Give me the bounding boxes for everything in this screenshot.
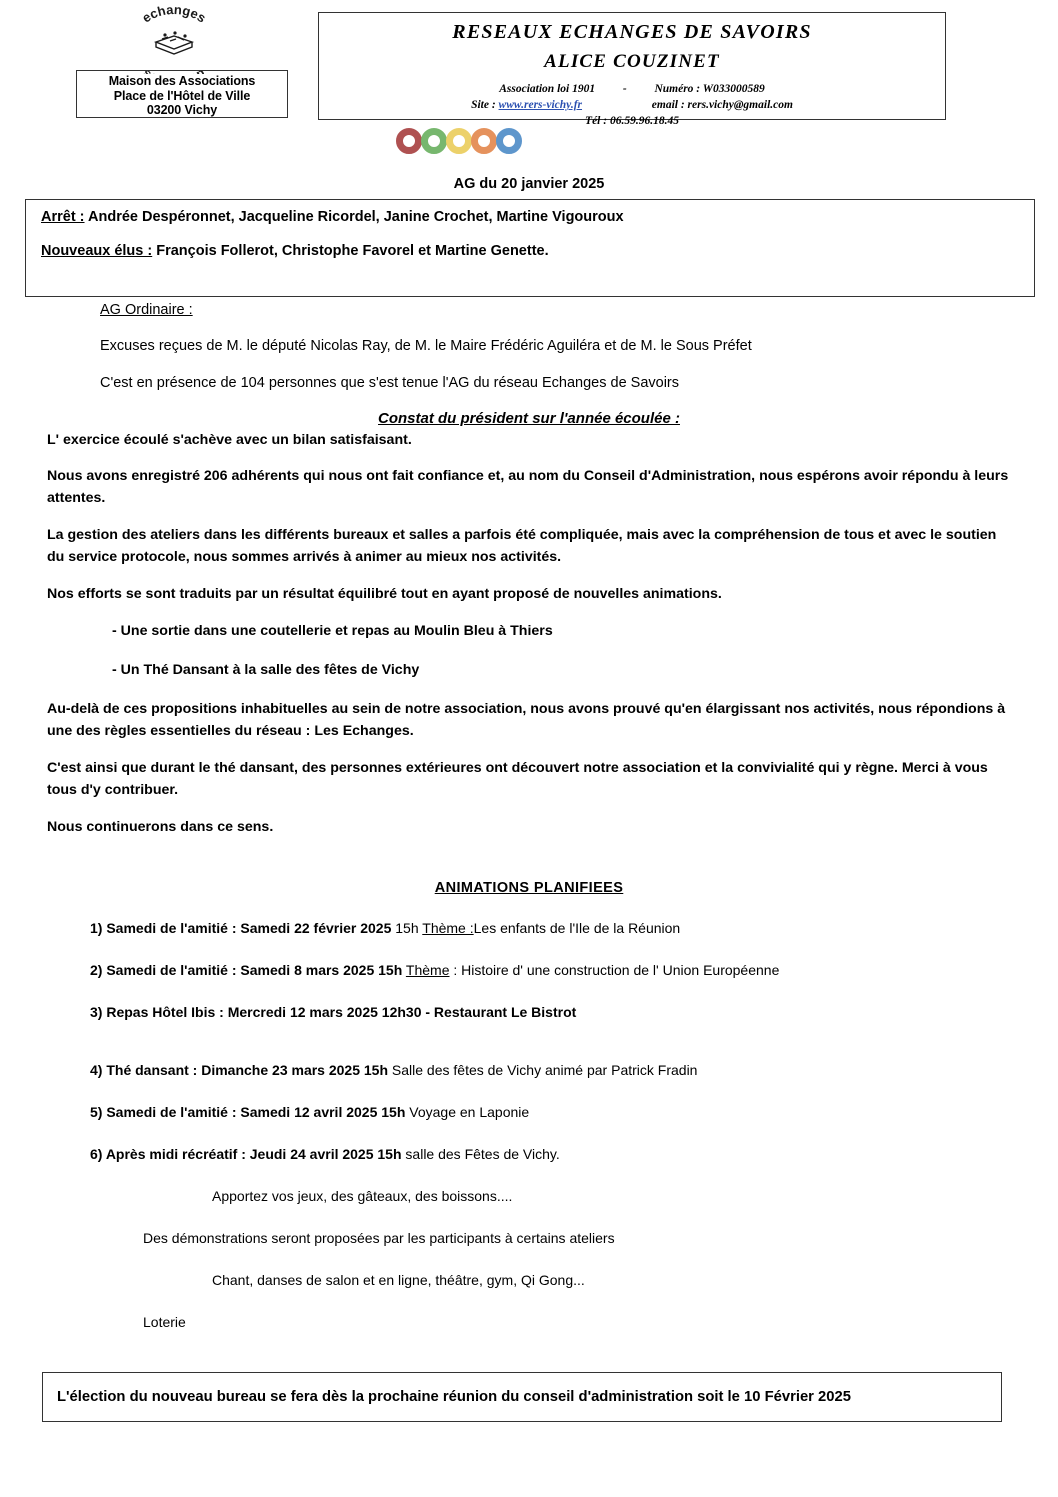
animation-1-title: 1) Samedi de l'amitié : Samedi 22 février 2025: [90, 920, 392, 936]
website-link[interactable]: www.rers-vichy.fr: [498, 99, 583, 111]
address-line-2: Place de l'Hôtel de Ville: [113, 88, 251, 103]
new-members-line: [41, 243, 1034, 259]
animation-1-time: 15h: [391, 920, 423, 936]
new-members-label: Nouveaux élus :: [41, 243, 153, 259]
animation-5-title: 5) Samedi de l'amitié : Samedi 12 avril 2025 15h: [90, 1104, 406, 1120]
association-title: RESEAUX ECHANGES DE SAVOIRS: [452, 21, 812, 43]
animation-2-theme: : Histoire d' une construction de l' Union Européenne: [449, 962, 780, 978]
paragraph-proposals: Au-delà de ces propositions inhabituelles au sein de notre association, nous avons prouvé qu'en élargissant nos activités, nous répondions à une des règles essentielles du réseau : Les Echanges.: [47, 701, 1006, 739]
paragraph-continue: Nous continuerons dans ce sens.: [47, 819, 274, 835]
note-activities: Chant, danses de salon et en ligne, théâtre, gym, Qi Gong...: [212, 1272, 585, 1288]
animations-heading: ANIMATIONS PLANIFIEES: [434, 880, 624, 896]
bullet-outing: - Une sortie dans une coutellerie et repas au Moulin Bleu à Thiers: [112, 623, 553, 639]
animation-item-6: [90, 1144, 1018, 1164]
address-line-1: Maison des Associations: [108, 74, 256, 88]
paragraph-workshops: La gestion des ateliers dans les différents bureaux et salles a parfois été compliquée, mais avec la compréhension de tous et avec le soutien du service protocole, nous sommes arrivés à animer au mieux nos activités.: [47, 527, 997, 565]
note-lottery: Loterie: [143, 1314, 186, 1330]
stopping-label: Arrêt :: [41, 209, 85, 225]
animation-item-4: [90, 1060, 1018, 1080]
bullet-tea-dance: - Un Thé Dansant à la salle des fêtes de Vichy: [112, 662, 420, 678]
stopping-names: Andrée Despéronnet, Jacqueline Ricordel, Janine Crochet, Martine Vigouroux: [84, 209, 624, 225]
animation-2-title: 2) Samedi de l'amitié : Samedi 8 mars 2025 15h: [90, 962, 403, 978]
animation-4-title: 4) Thé dansant : Dimanche 23 mars 2025 15h: [90, 1062, 389, 1078]
page-title: AG du 20 janvier 2025: [453, 176, 605, 192]
attendance-paragraph: C'est en présence de 104 personnes que s'est tenue l'AG du réseau Echanges de Savoirs: [100, 375, 680, 391]
animation-2-theme-label: Thème: [405, 962, 450, 978]
site-label: Site :: [471, 99, 496, 111]
elected-members-box: [25, 199, 1035, 297]
note-demonstrations: Des démonstrations seront proposées par les participants à certains ateliers: [143, 1230, 615, 1246]
animation-3-title: 3) Repas Hôtel Ibis : Mercredi 12 mars 2025 12h30 - Restaurant Le Bistrot: [90, 1004, 577, 1020]
address-box: [76, 70, 288, 118]
svg-text:echanges: echanges: [139, 6, 209, 26]
association-subtitle: ALICE COUZINET: [544, 51, 720, 72]
address-line-3: 03200 Vichy: [146, 103, 218, 117]
animation-1-theme-label: Thème :: [422, 920, 474, 936]
animation-item-3: [90, 1002, 1018, 1022]
paragraph-balance: L' exercice écoulé s'achève avec un bilan satisfaisant.: [47, 432, 412, 448]
paragraph-members: Nous avons enregistré 206 adhérents qui nous ont fait confiance et, au nom du Conseil d'Administration, nous espérons avoir répondu à leurs attentes.: [47, 468, 1009, 506]
association-logo: [118, 6, 230, 74]
election-notice-text: L'élection du nouveau bureau se fera dès la prochaine réunion du conseil d'administration soit le 10 Février 2025: [57, 1389, 851, 1405]
note-bring-items: Apportez vos jeux, des gâteaux, des boissons....: [212, 1188, 513, 1204]
animation-item-1: [90, 918, 1018, 938]
election-notice-box: [42, 1372, 1002, 1422]
animation-1-theme: Les enfants de l'Ile de la Réunion: [473, 920, 681, 936]
phone-number: Tél : 06.59.96.18.45: [585, 115, 679, 127]
ag-ordinaire-heading: [100, 300, 1058, 320]
association-law: Association loi 1901: [499, 83, 596, 95]
colored-rings-graphic: [393, 128, 533, 154]
letterhead: [0, 0, 1058, 165]
paragraph-conviviality: C'est ainsi que durant le thé dansant, des personnes extérieures ont découvert notre association et la convivialité qui y règne. Merci à vous tous d'y contribuer.: [47, 760, 988, 798]
association-dash: -: [622, 83, 627, 95]
animation-4-theme: Salle des fêtes de Vichy animé par Patrick Fradin: [391, 1062, 698, 1078]
email-address: email : rers.vichy@gmail.com: [651, 99, 793, 111]
ag-ordinaire-label: AG Ordinaire :: [100, 302, 193, 318]
constat-heading: Constat du président sur l'année écoulée :: [378, 410, 680, 427]
animation-6-title: 6) Après midi récréatif : Jeudi 24 avril 2025 15h: [90, 1146, 402, 1162]
animation-item-2: [90, 960, 1018, 980]
association-meta: [319, 82, 945, 129]
new-members-names: François Follerot, Christophe Favorel et Martine Genette.: [152, 243, 549, 259]
animation-item-5: [90, 1102, 1018, 1122]
animation-5-theme: Voyage en Laponie: [409, 1104, 530, 1120]
stopping-members-line: [41, 209, 1034, 225]
document-body: [0, 300, 1058, 1354]
excuses-paragraph: Excuses reçues de M. le député Nicolas Ray, de M. le Maire Frédéric Aguiléra et de M. le Sous Préfet: [100, 338, 752, 354]
association-info-box: [318, 12, 946, 127]
animation-6-theme: salle des Fêtes de Vichy.: [405, 1146, 560, 1162]
paragraph-efforts: Nos efforts se sont traduits par un résultat équilibré tout en ayant proposé de nouvelles animations.: [47, 586, 722, 602]
association-number: Numéro : W033000589: [654, 83, 765, 95]
